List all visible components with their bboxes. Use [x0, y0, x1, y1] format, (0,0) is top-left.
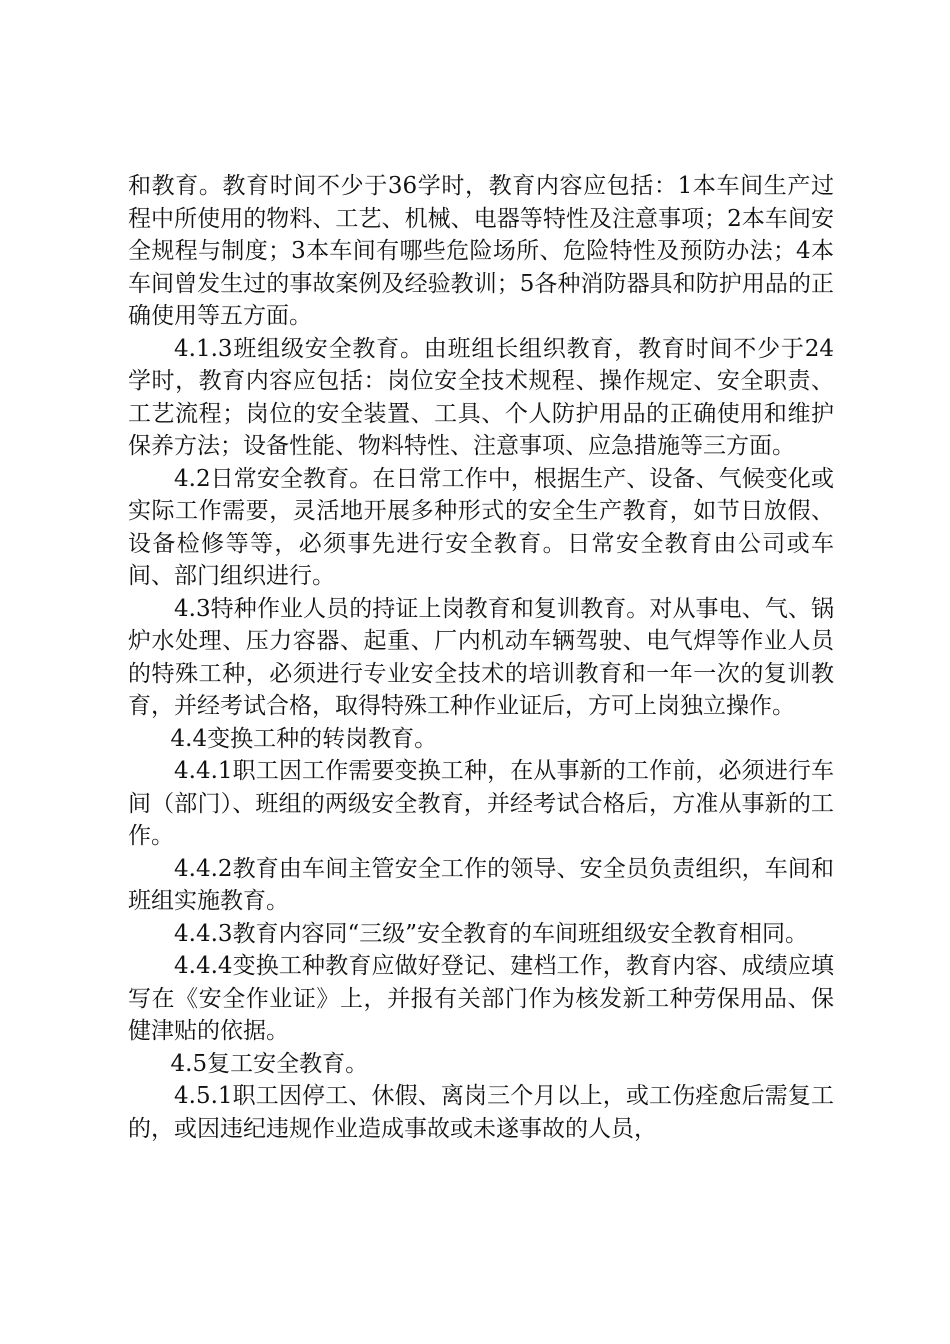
document-body — [128, 170, 834, 1145]
paragraph-4-3: 4.3特种作业人员的持证上岗教育和复训教育。对从事电、气、锅炉水处理、压力容器、起重、厂内机动车辆驾驶、电气焊等作业人员的特殊工种，必须进行专业安全技术的培训教育和一年一次的复训教育，并经考试合格，取得特殊工种作业证后，方可上岗独立操作。 — [128, 595, 834, 719]
paragraph-4-4-1: 4.4.1职工因工作需要变换工种，在从事新的工作前，必须进行车间（部门）、班组的两级安全教育，并经考试合格后，方准从事新的工作。 — [128, 758, 834, 849]
paragraph-4-1-3: 4.1.3班组级安全教育。由班组长组织教育，教育时间不少于24学时，教育内容应包括：岗位安全技术规程、操作规定、安全职责、工艺流程；岗位的安全装置、工具、个人防护用品的正确使用和维护保养方法；设备性能、物料特性、注意事项、应急措施等三方面。 — [128, 335, 834, 459]
paragraph-4-4-4: 4.4.4变换工种教育应做好登记、建档工作，教育内容、成绩应填写在《安全作业证》上，并报有关部门作为核发新工种劳保用品、保健津贴的依据。 — [128, 953, 834, 1044]
heading-4-4: 4.4变换工种的转岗教育。 — [170, 725, 438, 752]
paragraph-4-4-3: 4.4.3教育内容同“三级”安全教育的车间班组级安全教育相同。 — [174, 920, 809, 947]
paragraph-continuation: 和教育。教育时间不少于36学时，教育内容应包括：1本车间生产过程中所使用的物料、工艺、机械、电器等特性及注意事项；2本车间安全规程与制度；3本车间有哪些危险场所、危险特性及预防办法；4本车间曾发生过的事故案例及经验教训；5各种消防器具和防护用品的正确使用等五方面。 — [128, 173, 834, 329]
heading-4-5: 4.5复工安全教育。 — [170, 1050, 369, 1077]
paragraph-4-2: 4.2日常安全教育。在日常工作中，根据生产、设备、气候变化或实际工作需要，灵活地开展多种形式的安全生产教育，如节日放假、设备检修等等，必须事先进行安全教育。日常安全教育由公司或车间、部门组织进行。 — [128, 465, 834, 589]
paragraph-4-4-2: 4.4.2教育由车间主管安全工作的领导、安全员负责组织，车间和班组实施教育。 — [128, 855, 834, 914]
paragraph-4-5-1: 4.5.1职工因停工、休假、离岗三个月以上，或工伤痊愈后需复工的，或因违纪违规作业造成事故或未遂事故的人员， — [128, 1083, 834, 1142]
